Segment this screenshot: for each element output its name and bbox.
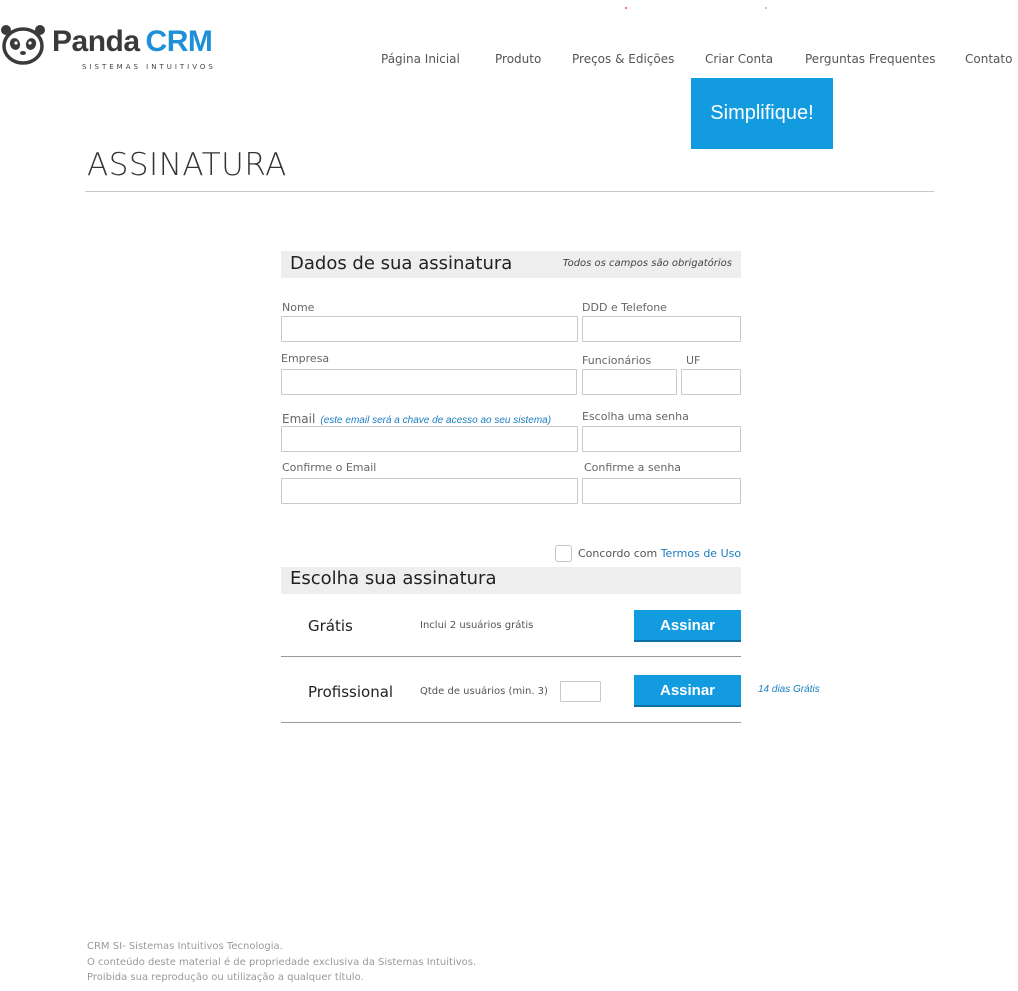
email-hint: (este email será a chave de acesso ao seu sistema)	[320, 415, 552, 426]
simplify-cta-button[interactable]: Simplifique!	[691, 78, 833, 149]
pro-plan-description: Qtde de usuários (min. 3)	[420, 686, 548, 697]
trial-note: 14 dias Grátis	[758, 684, 820, 695]
plan-choice-header	[281, 567, 741, 594]
required-note: Todos os campos são obrigatórios	[562, 258, 732, 269]
nav-item-contact[interactable]: Contato	[965, 52, 1013, 66]
terms-link[interactable]: Termos de Uso	[660, 547, 742, 560]
decorative-dot	[625, 7, 627, 9]
state-label: UF	[686, 354, 701, 367]
pro-plan-name: Profissional	[308, 683, 394, 701]
brand-name-part1: Panda	[52, 25, 140, 58]
name-label: Nome	[282, 301, 315, 314]
brand-name[interactable]	[52, 24, 212, 60]
section-title: Dados de sua assinatura	[290, 253, 513, 274]
subscribe-free-button[interactable]: Assinar	[634, 610, 741, 640]
company-input[interactable]	[281, 369, 577, 395]
email-label: Email	[282, 412, 316, 426]
terms-text	[578, 547, 741, 560]
nav-item-product[interactable]: Produto	[495, 52, 542, 66]
terms-prefix: Concordo com	[578, 547, 658, 560]
decorative-dot	[765, 7, 767, 9]
phone-label: DDD e Telefone	[582, 301, 667, 314]
brand-name-part2: CRM	[145, 25, 213, 58]
employees-input[interactable]	[582, 369, 677, 395]
confirm-password-input[interactable]	[582, 478, 741, 504]
email-label-row	[282, 408, 551, 427]
password-label: Escolha uma senha	[582, 410, 689, 423]
confirm-email-input[interactable]	[281, 478, 578, 504]
footer-line: O conteúdo deste material é de propriedade exclusiva da Sistemas Intuitivos.	[87, 957, 477, 968]
confirm-email-label: Confirme o Email	[282, 461, 377, 474]
email-input[interactable]	[281, 426, 578, 452]
terms-checkbox[interactable]	[555, 545, 572, 562]
nav-item-create-account[interactable]: Criar Conta	[705, 52, 774, 66]
phone-input[interactable]	[582, 316, 741, 342]
company-label: Empresa	[281, 352, 330, 365]
free-plan-name: Grátis	[308, 617, 353, 635]
title-divider	[85, 191, 934, 192]
footer-line: Proibida sua reprodução ou utilização a qualquer título.	[87, 972, 364, 983]
plans-section-title: Escolha sua assinatura	[290, 568, 497, 589]
state-input[interactable]	[681, 369, 741, 395]
brand-tagline: SISTEMAS INTUITIVOS	[82, 63, 216, 71]
nav-item-faq[interactable]: Perguntas Frequentes	[805, 52, 936, 66]
user-quantity-input[interactable]	[560, 681, 601, 702]
panda-logo-icon	[0, 22, 46, 66]
plan-divider	[281, 722, 741, 723]
nav-item-pricing[interactable]: Preços & Edições	[572, 52, 675, 66]
employees-label: Funcionários	[582, 354, 652, 367]
confirm-password-label: Confirme a senha	[584, 461, 682, 474]
page-title: ASSINATURA	[87, 147, 287, 183]
subscribe-pro-button[interactable]: Assinar	[634, 675, 741, 705]
nav-item-home[interactable]: Página Inicial	[381, 52, 460, 66]
free-plan-description: Inclui 2 usuários grátis	[420, 620, 534, 631]
footer-line: CRM SI- Sistemas Intuitivos Tecnologia.	[87, 941, 283, 952]
name-input[interactable]	[281, 316, 578, 342]
password-input[interactable]	[582, 426, 741, 452]
plan-divider	[281, 656, 741, 657]
subscription-data-header	[281, 251, 741, 278]
